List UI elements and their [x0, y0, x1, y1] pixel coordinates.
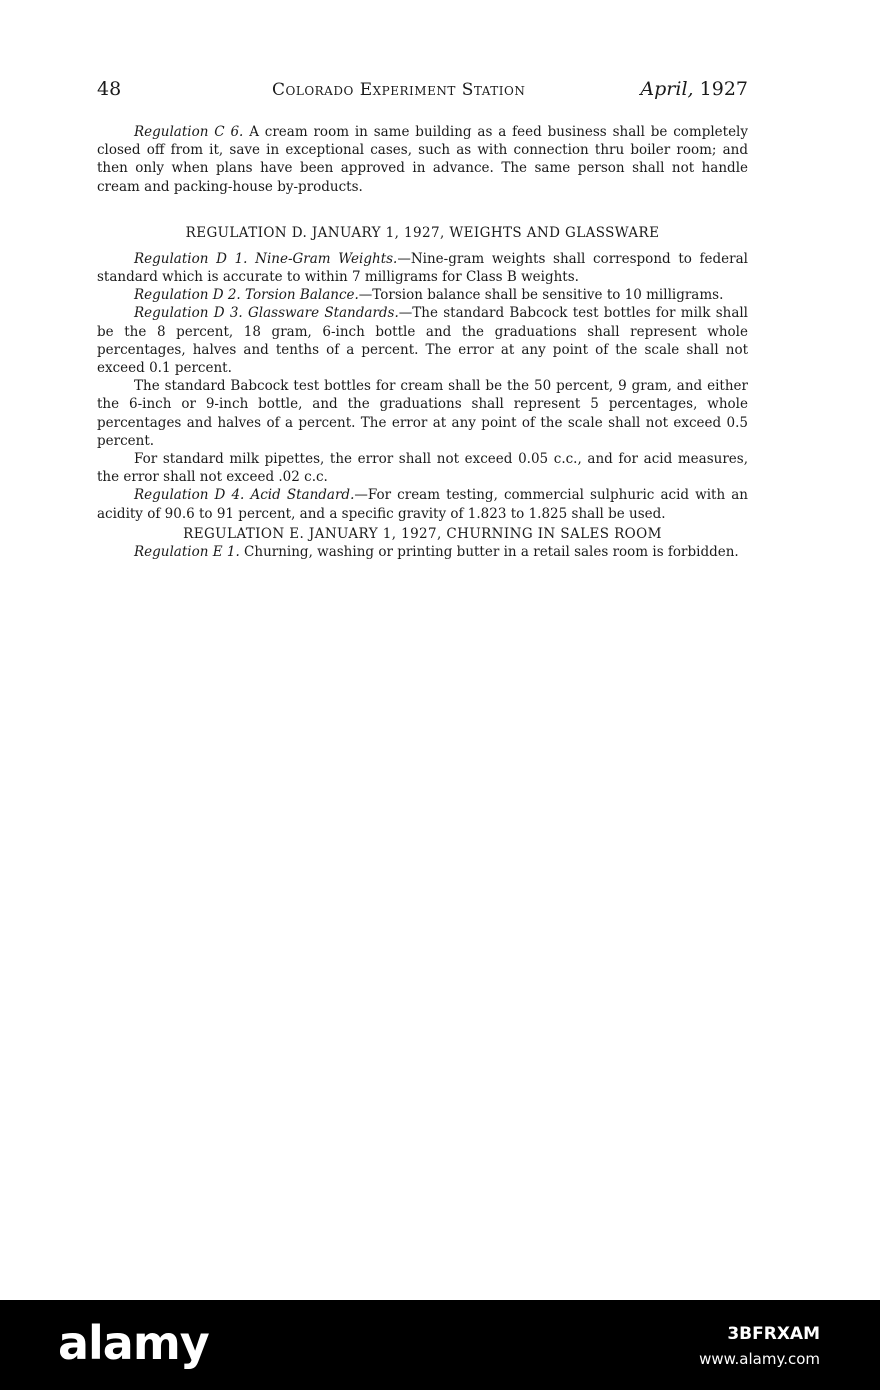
stock-footer-bar — [0, 1300, 880, 1390]
page-header — [97, 78, 748, 108]
label-d4: Regulation D 4. — [134, 487, 245, 504]
title-d4: Acid Standard. — [250, 487, 355, 504]
paragraph-d3 — [97, 304, 748, 377]
heading-regulation-e: REGULATION E. JANUARY 1, 1927, CHURNING IN SALES ROOM — [183, 525, 662, 542]
label-d3: Regulation D 3. — [134, 305, 243, 322]
label-d1: Regulation D 1. — [134, 250, 248, 267]
paragraph-d3-cream: The standard Babcock test bottles for cream shall be the 50 percent, 9 gram, and either the 6-inch or 9-inch bottle, and the graduations shall represent 5 percentages, whole percentages and halves of a percent. The error at any point of the scale shall not exceed 0.5 percent. — [97, 378, 748, 449]
paragraph-d4 — [97, 486, 748, 522]
running-title: Colorado Experiment Station — [272, 80, 526, 100]
label-d2: Regulation D 2. — [134, 287, 241, 304]
document-body — [97, 123, 748, 561]
paragraph-d3-pipettes: For standard milk pipettes, the error shall not exceed 0.05 c.c., and for acid measures, the error shall not exceed .02 c.c. — [97, 451, 748, 486]
title-d2: Torsion Balance. — [245, 287, 359, 304]
label-e1: Regulation E 1. — [134, 543, 240, 560]
paragraph-d1 — [97, 250, 748, 286]
header-date-year: 1927 — [699, 78, 748, 100]
title-d3: Glassware Standards. — [248, 305, 399, 322]
text-d3: —The standard Babcock test bottles for milk shall be the 8 percent, 18 gram, 6-inch bottle and the graduations shall represent whole percentages, halves and tenths of a percent. The error at any point of the scale shall not exceed 0.1 percent. — [97, 305, 748, 377]
footer-url: www.alamy.com — [699, 1350, 820, 1368]
image-code: 3BFRXAM — [727, 1324, 820, 1344]
header-date — [640, 78, 748, 100]
paragraph-c6 — [97, 123, 748, 196]
paragraph-e1 — [97, 543, 748, 561]
header-date-month: April, — [640, 78, 694, 100]
alamy-logo: alamy — [58, 1316, 209, 1370]
title-d1: Nine-Gram Weights. — [255, 250, 398, 267]
paragraph-d2 — [97, 286, 748, 304]
text-d4: —For cream testing, commercial sulphuric acid with an acidity of 90.6 to 91 percent, and a specific gravity of 1.823 to 1.825 shall be used. — [97, 487, 748, 522]
text-d1: —Nine-gram weights shall correspond to federal standard which is accurate to within 7 milligrams for Class B weights. — [97, 250, 748, 286]
text-e1: Churning, washing or printing butter in a retail sales room is forbidden. — [244, 543, 739, 560]
text-c6: A cream room in same building as a feed business shall be completely closed off from it, save in exceptional cases, such as with connection thru boiler room; and then only when plans have been approved in advance. The same person shall not handle cream and packing-house by-products. — [97, 124, 749, 195]
page-number: 48 — [97, 78, 122, 100]
text-d2: —Torsion balance shall be sensitive to 10 milligrams. — [358, 287, 724, 304]
heading-regulation-d: REGULATION D. JANUARY 1, 1927, WEIGHTS AND GLASSWARE — [185, 224, 660, 241]
label-c6: Regulation C 6. — [134, 124, 244, 140]
